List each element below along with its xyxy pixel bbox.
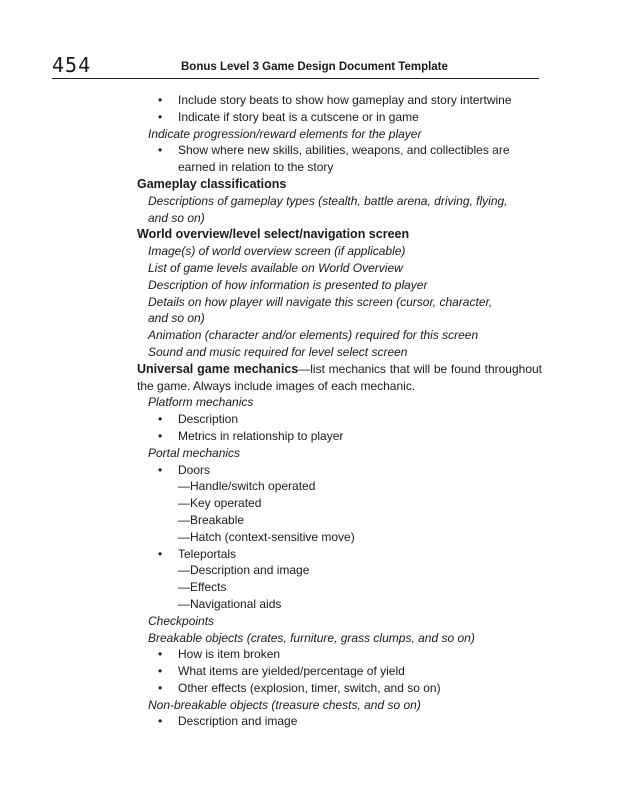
outline-item xyxy=(137,327,542,344)
bullet-marker: • xyxy=(158,462,163,477)
bullet-marker: • xyxy=(158,664,163,679)
outline-item xyxy=(137,630,542,647)
outline-item-text: Animation (character and/or elements) required for this screen xyxy=(148,328,479,343)
section-heading xyxy=(137,176,542,193)
page-header xyxy=(52,54,539,79)
outline-item xyxy=(137,697,542,714)
sub-item xyxy=(137,579,542,596)
bullet-item xyxy=(137,546,542,563)
outline-item xyxy=(137,243,542,260)
bullet-continuation xyxy=(137,159,542,176)
bullet-marker: • xyxy=(158,109,163,124)
bullet-item xyxy=(137,663,542,680)
outline-item-text: and so on) xyxy=(148,311,205,326)
section-heading xyxy=(137,226,542,243)
bullet-marker: • xyxy=(158,428,163,443)
sub-item xyxy=(137,478,542,495)
bullet-text: What items are yielded/percentage of yield xyxy=(178,664,405,679)
bullet-marker: • xyxy=(158,93,163,107)
bullet-text: Other effects (explosion, timer, switch, and so on) xyxy=(178,680,441,695)
outline-item-text: Indicate progression/reward elements for the player xyxy=(148,126,422,141)
sub-item xyxy=(137,529,542,546)
outline-item xyxy=(137,126,542,143)
bullet-marker: • xyxy=(158,412,163,427)
outline-item-text: Portal mechanics xyxy=(148,445,241,460)
bullet-item xyxy=(137,109,542,126)
section-heading-text: World overview/level select/navigation screen xyxy=(137,227,410,242)
outline-item xyxy=(137,193,542,210)
outline-item xyxy=(137,277,542,294)
outline-item-text: Image(s) of world overview screen (if applicable) xyxy=(148,244,406,259)
bullet-item xyxy=(137,92,542,109)
bullet-text: Include story beats to show how gameplay and story intertwine xyxy=(178,93,512,107)
bullet-marker: • xyxy=(158,546,163,561)
bullet-text: Description and image xyxy=(178,714,298,729)
outline-item xyxy=(137,445,542,462)
outline-item-text: Descriptions of gameplay types (stealth, battle arena, driving, flying, xyxy=(148,193,508,208)
outline-item-text: Platform mechanics xyxy=(148,395,254,410)
outline-item-text: Breakable objects (crates, furniture, grass clumps, and so on) xyxy=(148,630,475,645)
sub-item-text: —Handle/switch operated xyxy=(178,479,316,494)
outline-item-text: Checkpoints xyxy=(148,613,215,628)
outline-item xyxy=(137,344,542,361)
paragraph-line xyxy=(137,378,542,395)
sub-item-text: —Key operated xyxy=(178,496,262,511)
section-heading-text: Universal game mechanics xyxy=(137,361,299,376)
bullet-item xyxy=(137,646,542,663)
bullet-marker: • xyxy=(158,680,163,695)
sub-item xyxy=(137,512,542,529)
outline-item xyxy=(137,210,542,227)
outline-item-text: Non-breakable objects (treasure chests, and so on) xyxy=(148,697,421,712)
section-heading-text: Gameplay classifications xyxy=(137,176,287,191)
sub-item xyxy=(137,562,542,579)
outline-item-text: List of game levels available on World Overview xyxy=(148,260,403,275)
outline-item-text: Sound and music required for level select screen xyxy=(148,344,408,359)
paragraph-text: —list mechanics that will be found throughout xyxy=(298,361,543,376)
bullet-text: Metrics in relationship to player xyxy=(178,428,344,443)
document-body xyxy=(137,92,542,730)
sub-item-text: —Breakable xyxy=(178,512,245,527)
bullet-marker: • xyxy=(158,143,163,158)
bullet-item xyxy=(137,428,542,445)
running-title: Bonus Level 3 Game Design Document Template xyxy=(181,61,448,73)
sub-item-text: —Effects xyxy=(178,580,227,595)
sub-item-text: —Description and image xyxy=(178,563,310,578)
bullet-marker: • xyxy=(158,714,163,729)
bullet-item xyxy=(137,680,542,697)
bullet-text: earned in relation to the story xyxy=(178,160,334,175)
outline-item xyxy=(137,310,542,327)
bullet-text: Teleportals xyxy=(178,546,237,561)
outline-item xyxy=(137,260,542,277)
outline-item-text: Details on how player will navigate this screen (cursor, character, xyxy=(148,294,493,309)
sub-item xyxy=(137,596,542,613)
paragraph-text: the game. Always include images of each mechanic. xyxy=(137,378,416,393)
sub-item-text: —Navigational aids xyxy=(178,596,282,611)
bullet-text: How is item broken xyxy=(178,647,281,662)
page-number: 454 xyxy=(52,53,92,77)
bullet-text: Indicate if story beat is a cutscene or in game xyxy=(178,109,419,124)
sub-item-text: —Hatch (context-sensitive move) xyxy=(178,529,355,544)
bullet-item xyxy=(137,411,542,428)
outline-item xyxy=(137,613,542,630)
bullet-text: Description xyxy=(178,412,239,427)
section-paragraph xyxy=(137,361,542,378)
bullet-item xyxy=(137,713,542,730)
bullet-text: Doors xyxy=(178,462,211,477)
outline-item xyxy=(137,294,542,311)
bullet-item xyxy=(137,142,542,159)
outline-item-text: and so on) xyxy=(148,210,205,225)
bullet-text: Show where new skills, abilities, weapons, and collectibles are xyxy=(178,143,510,158)
outline-item xyxy=(137,394,542,411)
outline-item-text: Description of how information is presented to player xyxy=(148,277,428,292)
bullet-item xyxy=(137,462,542,479)
bullet-marker: • xyxy=(158,647,163,662)
sub-item xyxy=(137,495,542,512)
